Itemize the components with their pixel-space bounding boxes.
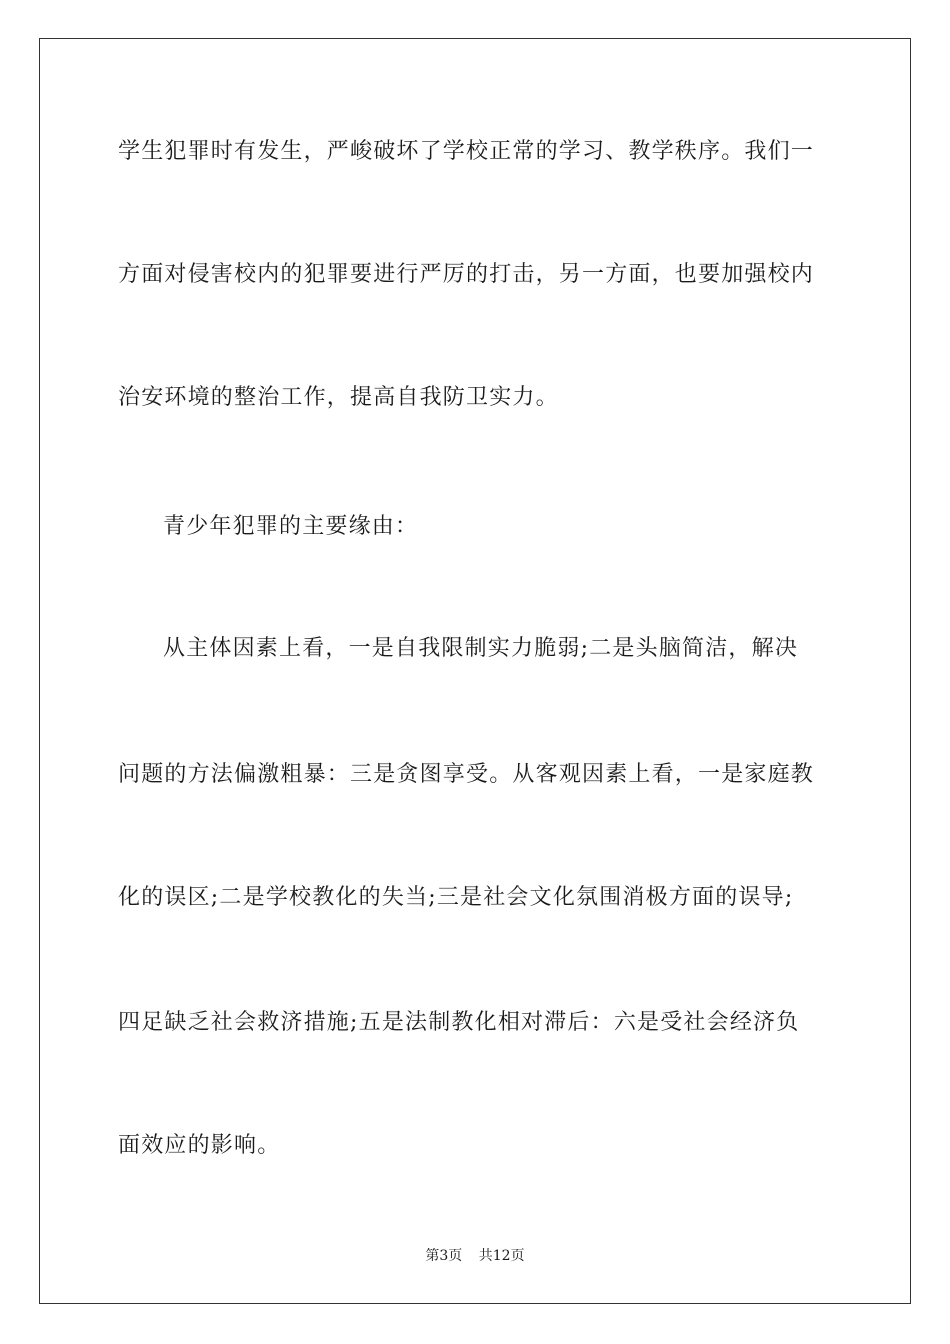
page-border xyxy=(39,38,911,1304)
body-line-7: 化的误区;二是学校教化的失当;三是社会文化氛围消极方面的误导; xyxy=(118,885,794,910)
body-line-6: 问题的方法偏激粗暴：三是贪图享受。从客观因素上看，一是家庭教 xyxy=(118,762,815,787)
page-number: 第3页 xyxy=(425,1248,463,1264)
section-heading: 青少年犯罪的主要缘由： xyxy=(163,514,419,539)
body-line-9: 面效应的影响。 xyxy=(118,1133,281,1158)
body-line-5: 从主体因素上看，一是自我限制实力脆弱;二是头脑简洁，解决 xyxy=(163,636,799,661)
body-line-3: 治安环境的整治工作，提高自我防卫实力。 xyxy=(118,385,559,410)
body-line-8: 四足缺乏社会救济措施;五是法制教化相对滞后：六是受社会经济负 xyxy=(118,1010,800,1035)
page-total: 共12页 xyxy=(478,1248,525,1264)
body-line-1: 学生犯罪时有发生，严峻破坏了学校正常的学习、教学秩序。我们一 xyxy=(118,139,815,164)
page-footer xyxy=(0,1247,950,1265)
body-line-2: 方面对侵害校内的犯罪要进行严厉的打击，另一方面，也要加强校内 xyxy=(118,262,815,287)
